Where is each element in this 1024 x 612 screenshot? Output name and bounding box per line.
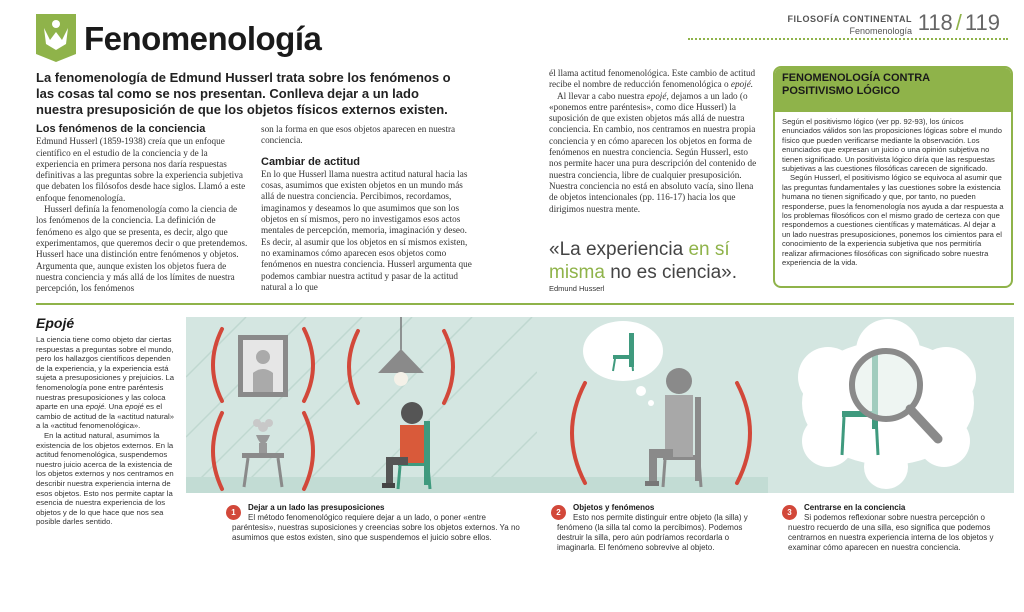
page-number-left: 118 xyxy=(917,10,953,35)
col2-paragraph-0: son la forma en que esos objetos aparecen en nuestra conciencia. xyxy=(261,124,456,146)
panel-2-number-badge: 2 xyxy=(551,505,566,520)
illustration-panel-1 xyxy=(186,317,537,577)
illustration-panel-2 xyxy=(537,317,768,577)
epoje-paragraph-1 xyxy=(36,335,180,431)
epoje-paragraph-2: En la actitud natural, asumimos la existencia de los objetos externos. En la actitud fenomenológica, suspendemos nuestro juicio acerca de la existencia de los objetos externos y nos centramos en describir nuestra experiencia interna de esos objetos. Esto nos permite captar la esencia de nuestra experiencia de los objetos y de lo que hace que nos sea posible darles sentido. xyxy=(36,430,174,527)
col3-paragraph-1 xyxy=(549,68,759,91)
sidebar-header xyxy=(775,68,1011,112)
sidebar-paragraph-1: Según el positivismo lógico (ver pp. 92-93), los únicos enunciados válidos son las proposiciones lógicas sobre el mundo físico que pueden verificarse mediante la observación. Los enunciados que expresan un juicio o una opinión subjetiva no tienen significado. Un positivista lógico diría que las respuestas subjetivas a las cuestiones filosóficas carecen de significado. xyxy=(782,117,1002,174)
epoje-p1-text-c: es el cambio de actitud de la «actitud natural» a la «actitud fenomenológica». xyxy=(36,402,175,431)
page-number-right: 119 xyxy=(964,10,1000,35)
intro-paragraph: La fenomenología de Edmund Husserl trata sobre los fenómenos o las cosas tal como se nos presentan. Conlleva dejar a un lado nuestra presuposición de que los objetos físicos externos existen. xyxy=(36,70,451,117)
epoje-p1-text-b: Una xyxy=(106,402,125,412)
page-title: Fenomenología xyxy=(84,20,322,57)
sidebar-body xyxy=(775,112,1011,273)
epoje-text xyxy=(36,335,180,527)
panel-1-illustration xyxy=(186,317,537,493)
page-number-separator: / xyxy=(955,10,962,35)
col3-p2-emphasis: epojé, xyxy=(646,90,669,101)
epoje-p1-text-a: La ciencia tiene como objeto dar ciertas respuestas a preguntas sobre el mundo, pero los hallazgos científicos dependen de la experiencia, y la experiencia está sujeta a presuposiciones y prejuicios. La fenomenología pone entre paréntesis nuestras presuposiciones y las coloca aparte en una xyxy=(36,335,175,412)
panel-2-title: Objetos y fenómenos xyxy=(573,503,655,512)
panel-1-title: Dejar a un lado las presuposiciones xyxy=(248,503,385,512)
panel-2-caption xyxy=(537,493,768,577)
heading-cambiar-actitud: Cambiar de actitud xyxy=(261,155,361,168)
col3-p1-text: él llama actitud fenomenológica. Este cambio de actitud recibe el nombre de reducción fenomenológica o xyxy=(549,68,756,90)
col3-p2-text-a: Al llevar a cabo nuestra xyxy=(557,90,647,101)
running-head xyxy=(788,14,913,36)
illustration-panel-3 xyxy=(768,317,1014,577)
col1-paragraph-2: Husserl definía la fenomenología como la ciencia de los fenómenos de la conciencia. La definición de fenómeno es algo que se presenta, es decir, algo que experimentamos, que queremos decir o que pretendemos. Husserl hace una distinción entre fenómenos y objetos. Argumenta que, aunque existen los objetos fuera de nuestra conciencia y más allá de los límites de nuestra percepción, los fenómenos xyxy=(36,204,248,294)
header-dotted-rule xyxy=(688,38,1008,40)
col1-paragraph-1: Edmund Husserl (1859-1938) creía que un enfoque científico en el estudio de la conciencia y de la experiencia en primera persona nos daría respuestas definitivas a las preguntas sobre la experiencia subjetiva que debaten los filósofos desde hace siglos. Llamó a este enfoque fenomenología. xyxy=(36,136,246,203)
col2-paragraph-1: En lo que Husserl llama nuestra actitud natural hacia las cosas, asumimos que existen objetos en un mundo más allá de nuestra conciencia. Percibimos, recordamos, imaginamos y deseamos lo que asumimos que son los objetos en sí mismos, pero no investigamos esos actos mentales de percepción, memoria, imaginación y deseo. Es decir, al asumir que los objetos en sí mismos existen, no examinamos cómo aparecen esos objetos como fenómenos en nuestra conciencia. Husserl argumenta que podemos cambiar nuestra actitud y pasar de la actitud natural a lo que xyxy=(261,168,472,292)
epoje-p1-emphasis: epojé. xyxy=(85,402,107,412)
running-head-subsection: Fenomenología xyxy=(849,26,912,36)
heading-fenomenos: Los fenómenos de la conciencia xyxy=(36,123,206,135)
panel-3-number-badge: 3 xyxy=(782,505,797,520)
quote-author: Edmund Husserl xyxy=(549,284,605,293)
panel-2-text: Esto nos permite distinguir entre objeto (la silla) y fenómeno (la silla tal como la percibimos). Podemos destruir la silla, pero aún podríamos recordarla o imaginarla. El fenómeno sobrevive al objeto. xyxy=(557,513,748,552)
quote-highlight: en sí misma xyxy=(549,239,730,283)
panel-3-title: Centrarse en la conciencia xyxy=(804,503,906,512)
epoje-p1-emphasis-2: epojé xyxy=(124,402,144,412)
panel-1-number-badge: 1 xyxy=(226,505,241,520)
sidebar-heading-line-1: FENOMENOLOGÍA CONTRA xyxy=(782,72,931,84)
sidebar-box xyxy=(773,66,1013,288)
section-logo-icon xyxy=(36,14,76,62)
text-column-3 xyxy=(549,68,759,215)
section-divider xyxy=(36,303,1014,305)
page-numbers xyxy=(918,10,1000,36)
col3-p1-emphasis: epojé. xyxy=(730,79,754,90)
quote-part-3: no es ciencia». xyxy=(604,262,737,283)
panel-3-text: Si podemos reflexionar sobre nuestra percepción o nuestro recuerdo de una silla, eso significa que podemos centrarnos en nuestra experiencia interna de los objetos y examinar cómo aparecen en nuestra conciencia. xyxy=(788,513,994,552)
quote-part-1: «La experiencia xyxy=(549,239,689,260)
col3-p2-text-b: dejamos a un lado (o «ponemos entre paréntesis», como dice Husserl) la suposición de que existen objetos más allá de nuestra conciencia. En cambio, nos centramos en nuestra propia conciencia y en cómo aparecen los objetos en forma de fenómenos en nuestra conciencia. Según Husserl, esto nos permite hacer una pura descripción del contenido de nuestra conciencia, libre de cualquier presuposición. Nuestra conciencia no está en absoluto vacía, sino llena de objetos intencionales (pp. 116-17) hacia los que dirigimos nuestra mente. xyxy=(549,90,757,214)
text-column-1 xyxy=(36,124,248,294)
panel-3-caption xyxy=(768,493,1014,577)
col3-paragraph-2 xyxy=(549,91,759,215)
sidebar-heading-line-2: POSITIVISMO LÓGICO xyxy=(782,85,900,97)
running-head-section: FILOSOFÍA CONTINENTAL xyxy=(787,14,912,24)
panel-2-illustration xyxy=(537,317,768,493)
sidebar-paragraph-2: Según Husserl, el positivismo lógico se equivoca al asumir que las preguntas fundamentales y las cuestiones sobre la existencia humana no tienen significado y que, por tanto, no pueden responderse, pues la fenomenología nos ayuda a dar respuesta a los problemas filosóficos con el mismo grado de certeza con que respondemos a cuestiones científicas y matemáticas. Al dejar a un lado nuestras presuposiciones, ponemos los cimientos para el conocimiento de la experiencia subjetiva que nos permitiría realizar afirmaciones filosóficas con significado sobre nuestra experiencia de la vida. xyxy=(782,173,1004,268)
epoje-title: Epojé xyxy=(36,315,75,331)
panel-1-caption xyxy=(186,493,537,577)
pull-quote xyxy=(549,238,749,284)
text-column-2 xyxy=(261,124,473,293)
panel-3-illustration xyxy=(768,317,1014,493)
panel-1-text: El método fenomenológico requiere dejar a un lado, o poner «entre paréntesis», nuestras suposiciones y creencias sobre los objetos externos. Ya no asumimos que estos existen, sino que suspendemos el juicio sobre ellos. xyxy=(232,513,520,542)
